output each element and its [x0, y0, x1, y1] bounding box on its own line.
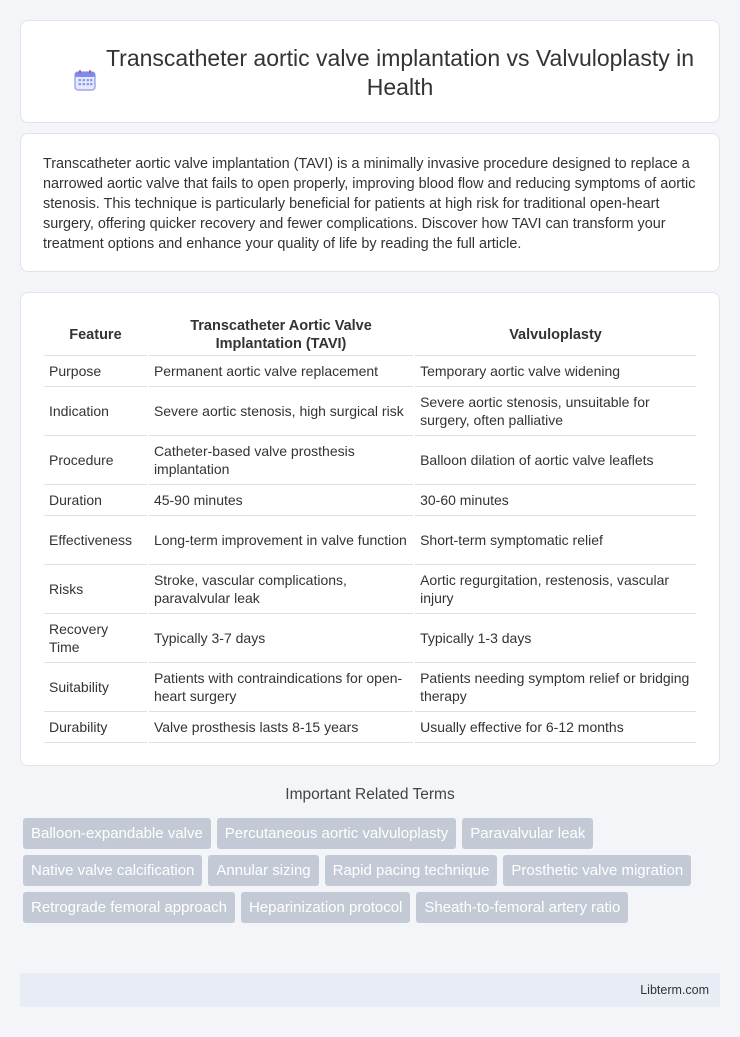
valvuloplasty-cell: 30-60 minutes — [415, 485, 696, 516]
feature-cell: Effectiveness — [44, 516, 147, 565]
tavi-cell: Catheter-based valve prosthesis implantation — [149, 436, 413, 485]
table-row — [44, 356, 696, 387]
comparison-table — [42, 315, 698, 743]
valvuloplasty-cell: Aortic regurgitation, restenosis, vascular injury — [415, 565, 696, 614]
table-row — [44, 516, 696, 565]
valvuloplasty-cell: Usually effective for 6-12 months — [415, 712, 696, 743]
tavi-cell: Valve prosthesis lasts 8-15 years — [149, 712, 413, 743]
calendar-icon — [73, 68, 97, 92]
related-term-tag[interactable]: Heparinization protocol — [241, 892, 410, 923]
table-row — [44, 436, 696, 485]
feature-cell: Risks — [44, 565, 147, 614]
intro-card — [20, 133, 720, 272]
footer-site-link[interactable]: Libterm.com — [640, 983, 709, 997]
table-row — [44, 485, 696, 516]
feature-cell: Suitability — [44, 663, 147, 712]
related-term-tag[interactable]: Retrograde femoral approach — [23, 892, 235, 923]
valvuloplasty-cell: Temporary aortic valve widening — [415, 356, 696, 387]
valvuloplasty-cell: Patients needing symptom relief or bridging therapy — [415, 663, 696, 712]
tavi-cell: Patients with contraindications for open-heart surgery — [149, 663, 413, 712]
related-terms-list — [23, 818, 723, 929]
related-term-tag[interactable]: Rapid pacing technique — [325, 855, 498, 886]
tavi-cell: Severe aortic stenosis, high surgical risk — [149, 387, 413, 436]
header-feature: Feature — [44, 315, 147, 356]
feature-cell: Purpose — [44, 356, 147, 387]
related-term-tag[interactable]: Percutaneous aortic valvuloplasty — [217, 818, 456, 849]
feature-cell: Duration — [44, 485, 147, 516]
table-header-row — [44, 315, 696, 356]
feature-cell: Durability — [44, 712, 147, 743]
related-term-tag[interactable]: Paravalvular leak — [462, 818, 593, 849]
intro-paragraph: Transcatheter aortic valve implantation (TAVI) is a minimally invasive procedure designed to replace a narrowed aortic valve that fails to open properly, improving blood flow and reducing symptoms of aortic stenosis. This technique is particularly beneficial for patients at high risk for traditional open-heart surgery, offering quicker recovery and fewer complications. Discover how TAVI can transform your treatment options and enhance your quality of life by reading the full article. — [43, 156, 696, 252]
tavi-cell: Typically 3-7 days — [149, 614, 413, 663]
valvuloplasty-cell: Short-term symptomatic relief — [415, 516, 696, 565]
tavi-cell: Stroke, vascular complications, paravalvular leak — [149, 565, 413, 614]
feature-cell: Indication — [44, 387, 147, 436]
table-row — [44, 663, 696, 712]
comparison-card — [20, 292, 720, 766]
page-title: Transcatheter aortic valve implantation vs Valvuloplasty in Health — [105, 45, 695, 100]
feature-cell: Recovery Time — [44, 614, 147, 663]
table-row — [44, 712, 696, 743]
tavi-cell: 45-90 minutes — [149, 485, 413, 516]
valvuloplasty-cell: Severe aortic stenosis, unsuitable for surgery, often palliative — [415, 387, 696, 436]
related-term-tag[interactable]: Balloon-expandable valve — [23, 818, 211, 849]
related-term-tag[interactable]: Annular sizing — [208, 855, 318, 886]
header-tavi: Transcatheter Aortic Valve Implantation (TAVI) — [149, 315, 413, 356]
table-row — [44, 614, 696, 663]
related-term-tag[interactable]: Sheath-to-femoral artery ratio — [416, 892, 628, 923]
valvuloplasty-cell: Balloon dilation of aortic valve leaflets — [415, 436, 696, 485]
valvuloplasty-cell: Typically 1-3 days — [415, 614, 696, 663]
footer — [20, 973, 720, 1007]
table-row — [44, 565, 696, 614]
related-term-tag[interactable]: Prosthetic valve migration — [503, 855, 691, 886]
header-valvuloplasty: Valvuloplasty — [415, 315, 696, 356]
related-term-tag[interactable]: Native valve calcification — [23, 855, 202, 886]
title-card — [20, 20, 720, 123]
tavi-cell: Long-term improvement in valve function — [149, 516, 413, 565]
table-row — [44, 387, 696, 436]
feature-cell: Procedure — [44, 436, 147, 485]
tavi-cell: Permanent aortic valve replacement — [149, 356, 413, 387]
related-terms-heading: Important Related Terms — [285, 786, 455, 803]
